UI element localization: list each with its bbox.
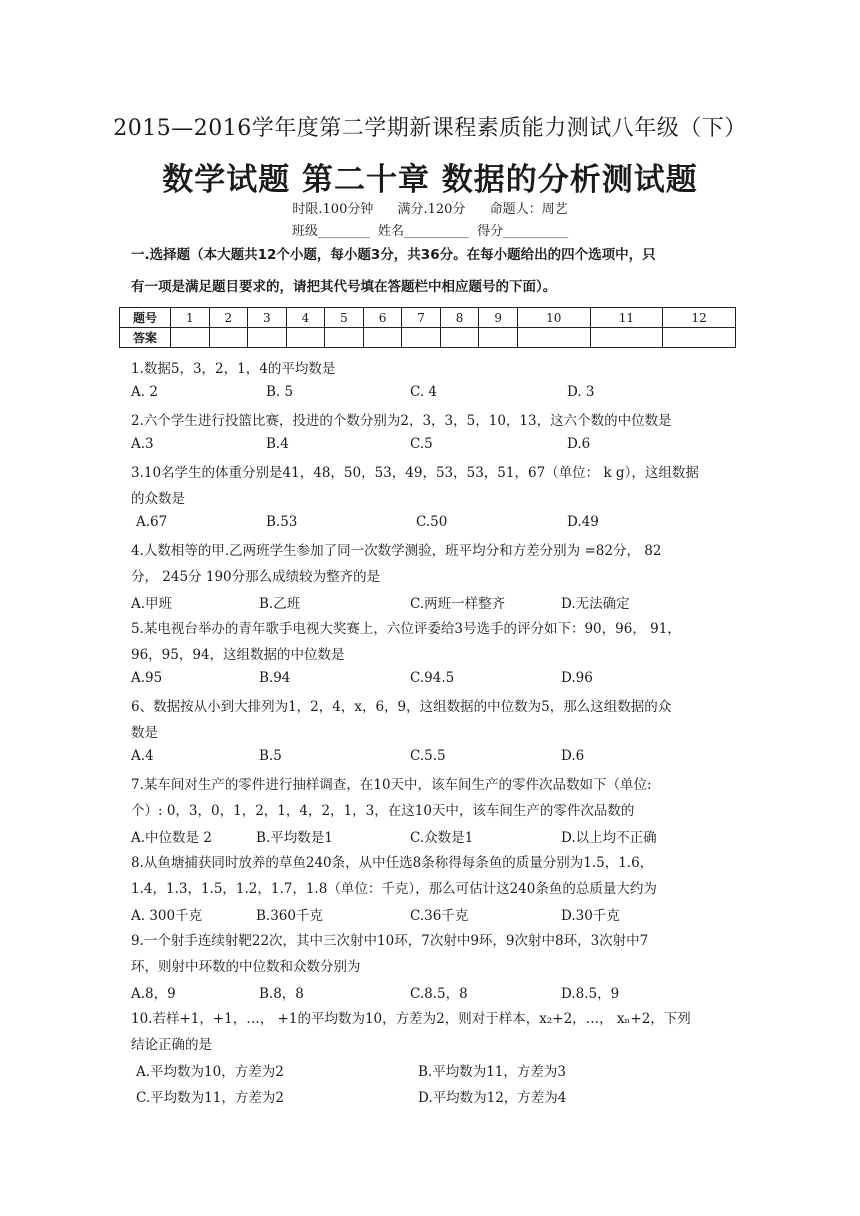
full-score: 满分.120分 [397,202,466,217]
q2-option-d: D.6 [567,436,591,452]
answer-cell[interactable] [479,328,518,348]
exam-meta [0,198,860,217]
q10-option-d: D.平均数为12，方差为4 [418,1090,567,1106]
q5-option-b: B.94 [259,670,291,686]
question-6-text-line2: 数是 [131,725,158,741]
q1-option-d: D. 3 [567,384,595,400]
q7-option-c: C.众数是1 [410,830,474,846]
q9-option-b: B.8，8 [259,986,304,1002]
answer-cell[interactable] [286,328,325,348]
exam-header-title: 2015—2016学年度第二学期新课程素质能力测试八年级（下） [113,116,747,141]
answer-cell[interactable] [663,328,736,348]
answer-cell[interactable] [363,328,402,348]
q7-option-b: B.平均数是1 [256,830,333,846]
question-1-text: 1.数据5，3，2，1，4的平均数是 [131,361,336,377]
q6-option-c: C.5.5 [410,748,446,764]
q1-option-a: A. 2 [131,384,158,400]
q8-option-d: D.30千克 [561,908,620,924]
student-info [0,220,860,239]
q7-option-d: D.以上均不正确 [561,830,657,846]
question-3-text-line2: 的众数是 [131,491,185,507]
q1-option-b: B. 5 [266,384,294,400]
question-number-cell: 10 [517,308,590,328]
question-10-text-line2: 结论正确的是 [131,1037,212,1053]
q8-option-a: A. 300千克 [131,908,203,924]
q4-option-c: C.两班一样整齐 [410,596,506,612]
name-field[interactable]: 姓名__________ [377,224,469,239]
q2-option-a: A.3 [131,436,154,452]
q4-option-a: A.甲班 [131,596,173,612]
q3-option-a: A.67 [136,514,168,530]
q10-option-c: C.平均数为11，方差为2 [136,1090,284,1106]
question-number-cell: 4 [286,308,325,328]
q4-option-d: D.无法确定 [561,596,630,612]
section-instructions-line1: 一.选择题（本大题共12个小题，每小题3分，共36分。在每小题给出的四个选项中，只 [131,247,656,263]
question-number-cell: 3 [248,308,287,328]
question-4-text-line2: 分， 245分 190分那么成绩较为整齐的是 [131,569,381,585]
class-field[interactable]: 班级________ [291,224,370,239]
answer-cell[interactable] [248,328,287,348]
question-5-text-line1: 5.某电视台举办的青年歌手电视大奖赛上，六位评委给3号选手的评分如下：90，96， 91， [131,621,681,637]
author: 命题人：周艺 [489,202,568,217]
answer-cell[interactable] [440,328,479,348]
question-number-cell: 7 [402,308,441,328]
q1-option-c: C. 4 [410,384,438,400]
question-number-cell: 5 [325,308,364,328]
time-limit: 时限.100分钟 [292,202,374,217]
answer-table-answer-row [120,328,736,348]
question-8-text-line1: 8.从鱼塘捕获同时放养的草鱼240条，从中任选8条称得每条鱼的质量分别为1.5，1.6， [131,855,654,871]
answer-table [119,307,736,348]
q2-option-b: B.4 [266,436,289,452]
answer-cell[interactable] [325,328,364,348]
q10-option-a: A.平均数为10，方差为2 [136,1064,284,1080]
question-9-text-line2: 环，则射中环数的中位数和众数分别为 [131,959,361,975]
score-field[interactable]: 得分__________ [477,224,569,239]
question-9-text-line1: 9.一个射手连续射靶22次，其中三次射中10环，7次射中9环，9次射中8环，3次射中7 [131,933,649,949]
exam-subtitle: 数学试题 第二十章 数据的分析测试题 [162,162,698,198]
question-7-text-line2: 个）: 0，3，0，1，2，1，4，2，1，3，在这10天中，该车间生产的零件次品数的 [131,803,635,819]
q9-option-d: D.8.5，9 [561,986,620,1002]
row-label-answer: 答案 [120,328,171,348]
q5-option-a: A.95 [131,670,163,686]
q4-option-b: B.乙班 [259,596,301,612]
q9-option-c: C.8.5，8 [410,986,468,1002]
answer-table-number-row [120,308,736,328]
q10-option-b: B.平均数为11，方差为3 [418,1064,566,1080]
q8-option-c: C.36千克 [410,908,469,924]
q3-option-c: C.50 [416,514,448,530]
answer-cell[interactable] [590,328,663,348]
question-5-text-line2: 96，95，94，这组数据的中位数是 [131,647,345,663]
answer-cell[interactable] [171,328,210,348]
question-number-cell: 12 [663,308,736,328]
q2-option-c: C.5 [410,436,433,452]
q3-option-d: D.49 [567,514,599,530]
question-number-cell: 8 [440,308,479,328]
q8-option-b: B.360千克 [256,908,323,924]
section-instructions-line2: 有一项是满足题目要求的，请把其代号填在答题栏中相应题号的下面）。 [131,279,557,295]
q7-option-a: A.中位数是 2 [131,830,212,846]
q6-option-b: B.5 [259,748,282,764]
question-2-text: 2.六个学生进行投篮比赛，投进的个数分别为2，3，3，5，10，13，这六个数的中位数是 [131,413,672,429]
q5-option-d: D.96 [561,670,593,686]
question-number-cell: 2 [209,308,248,328]
question-3-text-line1: 3.10名学生的体重分别是41，48，50，53，49，53，53，51，67（单位： k g），这组数据 [131,465,699,481]
question-6-text-line1: 6、数据按从小到大排列为1，2，4，x，6，9，这组数据的中位数为5，那么这组数据的众 [131,699,672,715]
question-8-text-line2: 1.4，1.3，1.5，1.2，1.7，1.8（单位：千克），那么可估计这240条鱼的总质量大约为 [131,881,657,897]
question-10-text-line1: 10.若样+1，+1，…， +1的平均数为10，方差为2，则对于样本，x₂+2，…， xₙ+2，下列 [131,1011,691,1027]
question-number-cell: 6 [363,308,402,328]
answer-cell[interactable] [402,328,441,348]
question-number-cell: 11 [590,308,663,328]
q6-option-a: A.4 [131,748,154,764]
question-number-cell: 1 [171,308,210,328]
q3-option-b: B.53 [266,514,298,530]
q6-option-d: D.6 [561,748,585,764]
row-label-number: 题号 [120,308,171,328]
answer-cell[interactable] [517,328,590,348]
q9-option-a: A.8，9 [131,986,176,1002]
q5-option-c: C.94.5 [410,670,455,686]
question-number-cell: 9 [479,308,518,328]
answer-cell[interactable] [209,328,248,348]
question-4-text-line1: 4.人数相等的甲.乙两班学生参加了同一次数学测验，班平均分和方差分别为 =82分， 82 [131,543,662,559]
question-7-text-line1: 7.某车间对生产的零件进行抽样调查，在10天中，该车间生产的零件次品数如下（单位: [131,777,652,793]
